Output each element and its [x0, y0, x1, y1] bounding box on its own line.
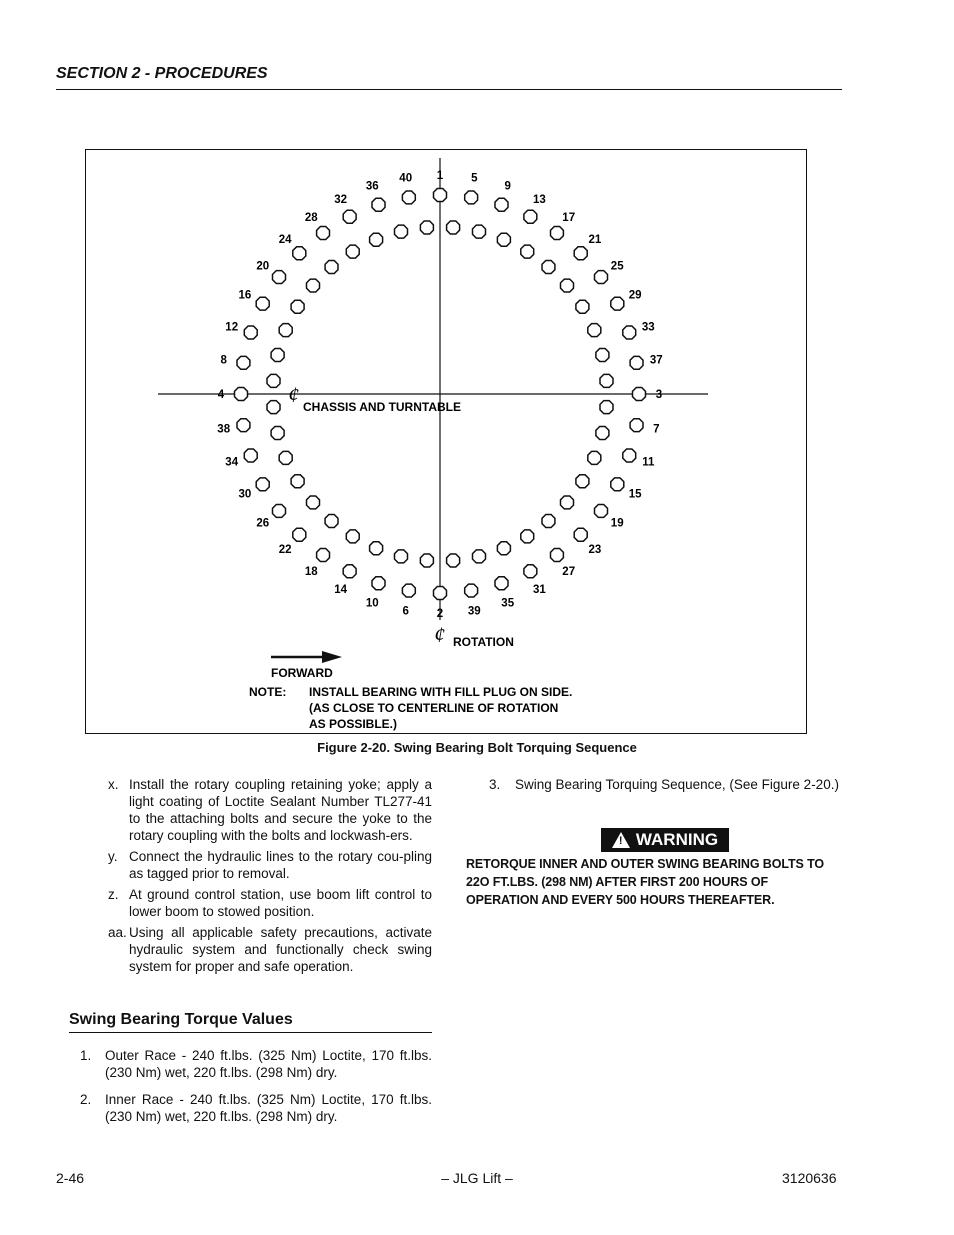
bolt-sequence-label: 34 — [225, 456, 239, 469]
bolt-sequence-label: 20 — [256, 260, 270, 273]
bolt-sequence-label: 2 — [436, 608, 444, 620]
outer-bolt — [256, 478, 269, 491]
forward-arrow-head — [322, 651, 342, 663]
warning-triangle-icon: ! — [612, 832, 630, 848]
step-z — [108, 886, 432, 920]
step-text: Install the rotary coupling retaining yoke; apply a light coating of Loctite Sealant Number TL277-41 to the attaching bolts and secure the yoke to the rotary coupling with the bolts and lockwash-ers. — [129, 777, 432, 843]
step-text: At ground control station, use boom lift control to lower boom to stowed position. — [129, 887, 432, 919]
bolt-sequence-label: 28 — [304, 211, 318, 224]
bolt-sequence-figure — [85, 149, 807, 734]
inner-bolt — [600, 401, 613, 414]
bolt-sequence-label: 18 — [304, 566, 318, 579]
bolt-sequence-label: 35 — [501, 597, 515, 610]
outer-bolt — [317, 549, 330, 562]
torque-values-heading: Swing Bearing Torque Values — [69, 1011, 432, 1033]
inner-bolt — [395, 225, 408, 238]
step-marker: y. — [108, 849, 118, 864]
bolt-sequence-label: 15 — [628, 488, 642, 501]
bolt-sequence-label: 38 — [217, 423, 231, 436]
outer-bolt — [611, 297, 624, 310]
inner-bolt — [271, 427, 284, 440]
chassis-cl-symbol: ȼ — [288, 382, 299, 407]
bolt-sequence-label: 19 — [610, 517, 624, 530]
outer-bolt — [595, 505, 608, 518]
bolt-sequence-label: 23 — [588, 543, 602, 556]
inner-bolt — [279, 451, 292, 464]
inner-bolt — [420, 554, 433, 567]
bolt-sequence-label: 4 — [217, 389, 225, 401]
bolt-sequence-label: 32 — [334, 193, 347, 206]
bolt-sequence-label: 3 — [655, 389, 663, 401]
inner-bolt — [576, 475, 589, 488]
bolt-sequence-label: 36 — [365, 180, 379, 193]
outer-bolt — [574, 528, 587, 541]
bolt-sequence-label: 24 — [278, 234, 292, 247]
outer-bolt — [244, 326, 257, 339]
inner-bolt — [576, 300, 589, 313]
inner-bolt — [279, 324, 292, 337]
inner-bolt — [596, 349, 609, 362]
step-marker: x. — [108, 777, 119, 792]
warning-label: WARNING — [635, 830, 719, 849]
inner-bolt — [395, 550, 408, 563]
footer-center: – JLG Lift – — [441, 1170, 513, 1186]
inner-bolt — [271, 349, 284, 362]
bolt-diagram — [86, 150, 808, 735]
page-number: 2-46 — [56, 1170, 85, 1186]
warning-badge — [601, 828, 729, 852]
figure-caption: Figure 2-20. Swing Bearing Bolt Torquing Sequence — [317, 740, 637, 755]
bolt-sequence-label: 8 — [220, 354, 227, 367]
bolt-sequence-label: 25 — [610, 260, 624, 273]
inner-bolt — [473, 550, 486, 563]
outer-bolt — [244, 449, 257, 462]
bolt-sequence-label: 31 — [533, 584, 546, 597]
outer-bolt — [465, 191, 478, 204]
bolt-sequence-label: 13 — [533, 193, 546, 206]
inner-bolt — [542, 261, 555, 274]
bolt-sequence-label: 5 — [471, 172, 478, 185]
inner-bolt — [561, 279, 574, 292]
note-line-3: AS POSSIBLE.) — [309, 717, 398, 731]
doc-number: 3120636 — [782, 1170, 837, 1186]
inner-bolt — [447, 221, 460, 234]
inner-bolt — [325, 515, 338, 528]
torque-item-inner — [80, 1091, 432, 1125]
outer-bolt — [595, 271, 608, 284]
inner-bolt — [267, 401, 280, 414]
bolt-sequence-label: 16 — [238, 289, 252, 302]
bolt-sequence-label: 6 — [402, 605, 409, 618]
step-y — [108, 848, 432, 882]
outer-bolt — [623, 449, 636, 462]
outer-bolt — [317, 227, 330, 240]
step-text: Using all applicable safety precautions, activate hydraulic system and functionally check swing system for proper and safe operation. — [129, 925, 432, 974]
outer-bolt — [402, 584, 415, 597]
inner-bolt — [561, 496, 574, 509]
note-line-1: INSTALL BEARING WITH FILL PLUG ON SIDE. — [309, 685, 573, 699]
outer-bolt — [630, 356, 643, 369]
outer-bolt — [235, 388, 248, 401]
inner-bolt — [473, 225, 486, 238]
inner-bolt — [325, 261, 338, 274]
bolt-sequence-label: 17 — [562, 211, 576, 224]
right-column — [489, 776, 842, 797]
inner-bolt — [291, 300, 304, 313]
outer-bolt — [273, 271, 286, 284]
bolt-sequence-label: 12 — [225, 321, 239, 334]
torque-marker: 1. — [80, 1048, 92, 1063]
bolt-sequence-label: 14 — [334, 584, 347, 597]
outer-bolt — [343, 210, 356, 223]
step-3 — [489, 776, 842, 793]
rotation-cl-symbol: ȼ — [434, 622, 445, 647]
outer-bolt — [524, 565, 537, 578]
forward-label: FORWARD — [271, 666, 333, 680]
outer-bolt — [237, 419, 250, 432]
bolt-sequence-label: 40 — [399, 172, 413, 185]
inner-bolt — [497, 233, 510, 246]
outer-bolt — [343, 565, 356, 578]
procedure-steps — [108, 776, 432, 979]
outer-bolt — [524, 210, 537, 223]
chassis-label: CHASSIS AND TURNTABLE — [303, 400, 461, 414]
bolt-sequence-label: 10 — [365, 597, 379, 610]
bolt-sequence-label: 37 — [649, 354, 663, 367]
outer-bolt — [633, 388, 646, 401]
outer-bolt — [402, 191, 415, 204]
inner-bolt — [346, 245, 359, 258]
bolt-sequence-label: 33 — [641, 321, 655, 334]
bolt-sequence-label: 26 — [256, 517, 270, 530]
outer-bolt — [611, 478, 624, 491]
step-text: Swing Bearing Torquing Sequence, (See Figure 2-20.) — [515, 777, 839, 792]
outer-bolt — [574, 247, 587, 260]
bolt-sequence-label: 9 — [504, 180, 511, 193]
outer-bolt — [434, 189, 447, 202]
bolt-sequence-label: 30 — [238, 488, 252, 501]
outer-bolt — [551, 549, 564, 562]
outer-bolt — [293, 528, 306, 541]
bolt-sequence-label: 22 — [278, 543, 292, 556]
inner-bolt — [497, 542, 510, 555]
outer-bolt — [495, 198, 508, 211]
outer-bolt — [495, 577, 508, 590]
bolt-sequence-label: 11 — [642, 456, 655, 469]
bolt-sequence-label: 1 — [436, 170, 444, 182]
outer-bolt — [434, 587, 447, 600]
outer-bolt — [372, 577, 385, 590]
step-marker: 3. — [489, 777, 501, 792]
step-text: Connect the hydraulic lines to the rotary cou-pling as tagged prior to removal. — [129, 849, 432, 881]
step-x — [108, 776, 432, 844]
torque-marker: 2. — [80, 1092, 92, 1107]
inner-bolt — [521, 530, 534, 543]
step-aa — [108, 924, 432, 975]
note-line-2: (AS CLOSE TO CENTERLINE OF ROTATION — [309, 701, 559, 715]
outer-bolt — [551, 227, 564, 240]
torque-values-list — [80, 1047, 432, 1135]
bolt-sequence-label: 29 — [628, 289, 642, 302]
outer-bolt — [623, 326, 636, 339]
torque-text: Inner Race - 240 ft.lbs. (325 Nm) Loctite, 170 ft.lbs. (230 Nm) wet, 220 ft.lbs. (298 Nm) dry. — [105, 1092, 432, 1124]
inner-bolt — [447, 554, 460, 567]
step-marker: aa. — [108, 925, 127, 940]
outer-bolt — [293, 247, 306, 260]
bolt-sequence-label: 7 — [653, 423, 660, 436]
inner-bolt — [346, 530, 359, 543]
outer-bolt — [465, 584, 478, 597]
inner-bolt — [588, 324, 601, 337]
inner-bolt — [291, 475, 304, 488]
bolt-sequence-label: 21 — [588, 234, 602, 247]
section-title: SECTION 2 - PROCEDURES — [56, 65, 268, 82]
step-marker: z. — [108, 887, 119, 902]
inner-bolt — [420, 221, 433, 234]
inner-bolt — [596, 427, 609, 440]
outer-bolt — [256, 297, 269, 310]
outer-bolt — [237, 356, 250, 369]
inner-bolt — [588, 451, 601, 464]
warning-text: RETORQUE INNER AND OUTER SWING BEARING BOLTS TO 22O FT.LBS. (298 NM) AFTER FIRST 200 HOURS OF OPERATION AND EVERY 500 HOURS THEREAFTER. — [466, 857, 825, 907]
note-label: NOTE: — [249, 685, 287, 699]
torque-text: Outer Race - 240 ft.lbs. (325 Nm) Loctite, 170 ft.lbs. (230 Nm) wet, 220 ft.lbs. (298 Nm) dry. — [105, 1048, 432, 1080]
rotation-label: ROTATION — [453, 635, 514, 649]
inner-bolt — [521, 245, 534, 258]
inner-bolt — [307, 496, 320, 509]
inner-bolt — [600, 374, 613, 387]
inner-bolt — [370, 233, 383, 246]
torque-item-outer — [80, 1047, 432, 1081]
bolt-sequence-label: 27 — [562, 566, 576, 579]
outer-bolt — [372, 198, 385, 211]
inner-bolt — [307, 279, 320, 292]
header-rule — [56, 89, 842, 90]
inner-bolt — [370, 542, 383, 555]
outer-bolt — [273, 505, 286, 518]
outer-bolt — [630, 419, 643, 432]
inner-bolt — [542, 515, 555, 528]
inner-bolt — [267, 374, 280, 387]
bolt-sequence-label: 39 — [467, 605, 481, 618]
